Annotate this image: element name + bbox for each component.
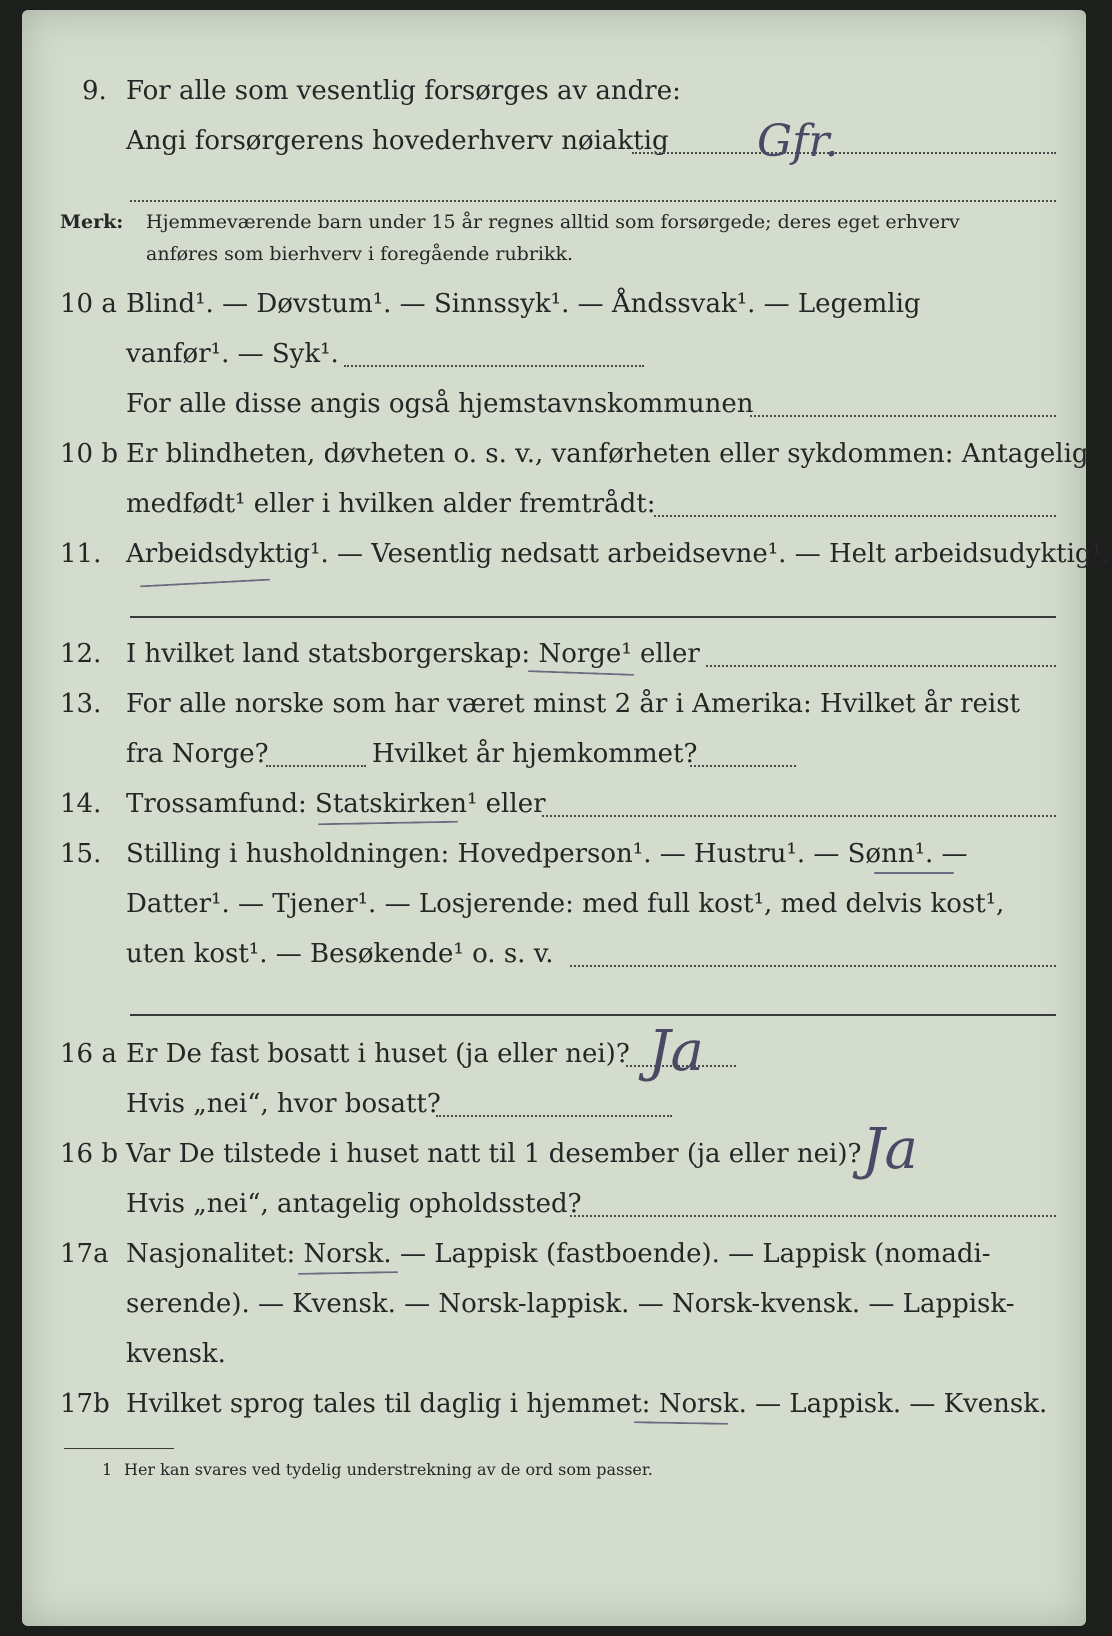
merk-line2: anføres som bierhverv i foregående rubrikk.: [146, 243, 574, 265]
q13-line1: For alle norske som har været minst 2 år i Amerika: Hvilket år reist: [126, 689, 1020, 719]
q17b-line1: Hvilket sprog tales til daglig i hjemmet: Norsk. — Lappisk. — Kvensk.: [126, 1389, 1048, 1419]
q15-line1: Stilling i husholdningen: Hovedperson¹. — Hustru¹. — Sønn¹. —: [126, 839, 968, 869]
q17b-number: 17b: [60, 1389, 110, 1419]
q15-line2: Datter¹. — Tjener¹. — Losjerende: med full kost¹, med delvis kost¹,: [126, 889, 1005, 919]
q15-second-line: [130, 1014, 1056, 1016]
q16a-line2: Hvis „nei“, hvor bosatt?: [126, 1089, 441, 1119]
q10a-line3: For alle disse angis også hjemstavnskommunen: [126, 389, 754, 419]
q17b-underline-norsk: [634, 1421, 728, 1425]
q12-answer-line: [706, 665, 1056, 667]
q10b-line2: medfødt¹ eller i hvilken alder fremtrådt:: [126, 489, 656, 519]
q11-answer-line: [130, 616, 1056, 618]
q9-second-line: [130, 200, 1056, 202]
q15-underline-sonn: [874, 872, 954, 874]
footnote-rule: [64, 1448, 174, 1449]
q13-line2b: Hvilket år hjemkommet?: [372, 739, 698, 769]
q10a-line1: Blind¹. — Døvstum¹. — Sinnssyk¹. — Åndssvak¹. — Legemlig: [126, 289, 921, 319]
q17a-line1: Nasjonalitet: Norsk. — Lappisk (fastboende). — Lappisk (nomadi-: [126, 1239, 991, 1269]
q12-line1: I hvilket land statsborgerskap: Norge¹ eller: [126, 639, 700, 669]
q12-underline-norge: [528, 670, 634, 676]
q10b-number: 10 b: [60, 439, 118, 469]
q15-number: 15.: [60, 839, 102, 869]
q13-reist-line: [266, 765, 366, 767]
q17a-number: 17a: [60, 1239, 109, 1269]
q13-number: 13.: [60, 689, 102, 719]
q9-answer-line: [632, 152, 1056, 154]
q9-line2: Angi forsørgerens hovederhverv nøiaktig: [126, 126, 669, 156]
footnote-mark: 1: [102, 1460, 113, 1479]
q11-line1: Arbeidsdyktig¹. — Vesentlig nedsatt arbeidsevne¹. — Helt arbeidsudyktig¹.: [126, 539, 1111, 569]
q16a-number: 16 a: [60, 1039, 117, 1069]
q11-underline-arbeidsdyktig: [140, 579, 270, 588]
q14-number: 14.: [60, 789, 102, 819]
q14-line1: Trossamfund: Statskirken¹ eller: [126, 789, 546, 819]
q17a-underline-norsk: [298, 1271, 398, 1275]
q9-handwritten-answer: Gfr.: [757, 116, 839, 167]
q14-answer-line: [542, 815, 1056, 817]
q15-answer-line: [570, 965, 1056, 967]
merk-label: Merk:: [60, 211, 124, 233]
q9-line1: For alle som vesentlig forsørges av andre:: [126, 76, 681, 106]
q16b-number: 16 b: [60, 1139, 118, 1169]
q16a-bosatt-line: [436, 1115, 672, 1117]
q10a-kommune-line: [750, 415, 1056, 417]
footnote-text: Her kan svares ved tydelig understrekning av de ord som passer.: [124, 1460, 653, 1479]
q16b-line2: Hvis „nei“, antagelig opholdssted?: [126, 1189, 582, 1219]
q12-number: 12.: [60, 639, 102, 669]
q16b-opholdssted-line: [570, 1215, 1056, 1217]
q10b-line1: Er blindheten, døvheten o. s. v., vanførheten eller sykdommen: Antagelig: [126, 439, 1089, 469]
q15-line3: uten kost¹. — Besøkende¹ o. s. v.: [126, 939, 554, 969]
q13-line2a: fra Norge?: [126, 739, 269, 769]
q10a-number: 10 a: [60, 289, 117, 319]
q16b-line1: Var De tilstede i huset natt til 1 desember (ja eller nei)?: [126, 1139, 862, 1169]
q11-number: 11.: [60, 539, 102, 569]
merk-line1: Hjemmeværende barn under 15 år regnes alltid som forsørgede; deres eget erhverv: [146, 211, 960, 233]
q17a-line2: serende). — Kvensk. — Norsk-lappisk. — Norsk-kvensk. — Lappisk-: [126, 1289, 1015, 1319]
census-form-page: [22, 10, 1111, 1626]
q16b-handwritten-answer: Ja: [862, 1117, 918, 1182]
q10a-line2: vanfør¹. — Syk¹.: [126, 339, 339, 369]
q9-number: 9.: [82, 76, 107, 106]
q16a-line1: Er De fast bosatt i huset (ja eller nei)?: [126, 1039, 630, 1069]
q14-underline-statskirken: [318, 821, 458, 825]
q13-hjemkommet-line: [690, 765, 796, 767]
q10a-syk-line: [344, 365, 644, 367]
q16a-handwritten-answer: Ja: [648, 1019, 704, 1084]
q10b-answer-line: [654, 515, 1056, 517]
q17a-line3: kvensk.: [126, 1339, 226, 1369]
